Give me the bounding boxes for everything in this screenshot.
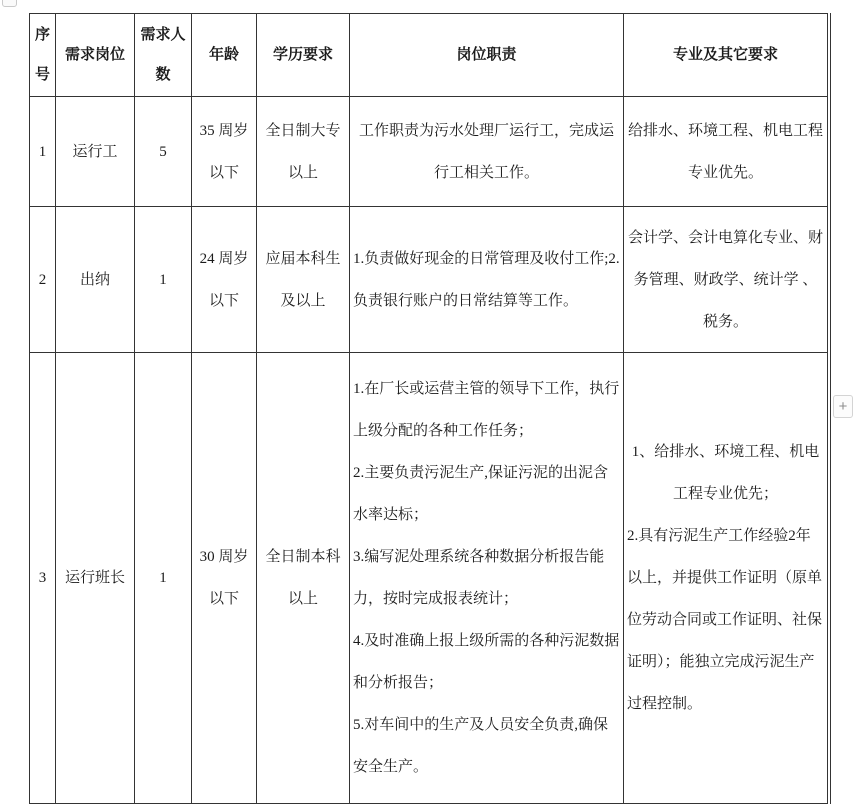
cell-age: 30 周岁以下	[192, 353, 257, 804]
requirement-item: 会计学、会计电算化专业、财务管理、财政学、统计学 、税务。	[627, 229, 823, 330]
column-header-requirements: 专业及其它要求	[624, 14, 828, 97]
cell-education: 全日制本科以上	[257, 353, 350, 804]
requirement-item: 1、给排水、环境工程、机电工程专业优先；	[631, 444, 820, 502]
cell-duties	[350, 207, 624, 353]
cell-requirements	[624, 97, 828, 207]
requirement-item: 2.具有污泥生产工作经验2年以上，并提供工作证明（原单位劳动合同或工作证明、社保证明）；能独立完成污泥生产过程控制。	[627, 528, 823, 712]
cell-position: 运行班长	[56, 353, 135, 804]
cell-no: 1	[30, 97, 56, 207]
column-header-education: 学历要求	[257, 14, 350, 97]
duty-item: 4.及时准确上报上级所需的各种污泥数据和分析报告；	[353, 633, 620, 691]
cell-headcount: 1	[135, 207, 192, 353]
cropped-toolbar-fragment	[2, 0, 17, 7]
cell-requirements	[624, 353, 828, 804]
duty-item: 工作职责为污水处理厂运行工，完成运行工相关工作。	[358, 122, 614, 181]
recruitment-table	[29, 13, 828, 804]
column-header-position: 需求岗位	[56, 14, 135, 97]
table-outer-right-rule	[830, 13, 831, 804]
requirement-item: 给排水、环境工程、机电工程专业优先。	[627, 122, 823, 181]
recruitment-table-container	[29, 13, 828, 804]
cell-duties	[350, 353, 624, 804]
table-row	[30, 97, 828, 207]
table-row	[30, 207, 828, 353]
duty-item: 5.对车间中的生产及人员安全负责,确保安全生产。	[353, 717, 609, 775]
cell-duties	[350, 97, 624, 207]
column-header-no: 序号	[30, 14, 56, 97]
cell-age: 35 周岁以下	[192, 97, 257, 207]
duty-item: 1.负责做好现金的日常管理及收付工作;2.负责银行账户的日常结算等工作。	[353, 250, 620, 309]
column-header-headcount: 需求人数	[135, 14, 192, 97]
table-row	[30, 353, 828, 804]
cell-headcount: 1	[135, 353, 192, 804]
column-header-age: 年龄	[192, 14, 257, 97]
duty-item: 2.主要负责污泥生产,保证污泥的出泥含水率达标；	[353, 465, 609, 523]
cell-position: 出纳	[56, 207, 135, 353]
duty-item: 1.在厂长或运营主管的领导下工作，执行上级分配的各种工作任务；	[353, 381, 620, 439]
duty-item: 3.编写泥处理系统各种数据分析报告能力，按时完成报表统计；	[353, 549, 605, 607]
expand-plus-button[interactable]: +	[833, 395, 853, 418]
cell-position: 运行工	[56, 97, 135, 207]
cell-requirements	[624, 207, 828, 353]
cell-no: 2	[30, 207, 56, 353]
cell-no: 3	[30, 353, 56, 804]
header-row	[30, 14, 828, 97]
cell-education: 全日制大专以上	[257, 97, 350, 207]
column-header-duties: 岗位职责	[350, 14, 624, 97]
cell-education: 应届本科生及以上	[257, 207, 350, 353]
cell-headcount: 5	[135, 97, 192, 207]
cell-age: 24 周岁以下	[192, 207, 257, 353]
